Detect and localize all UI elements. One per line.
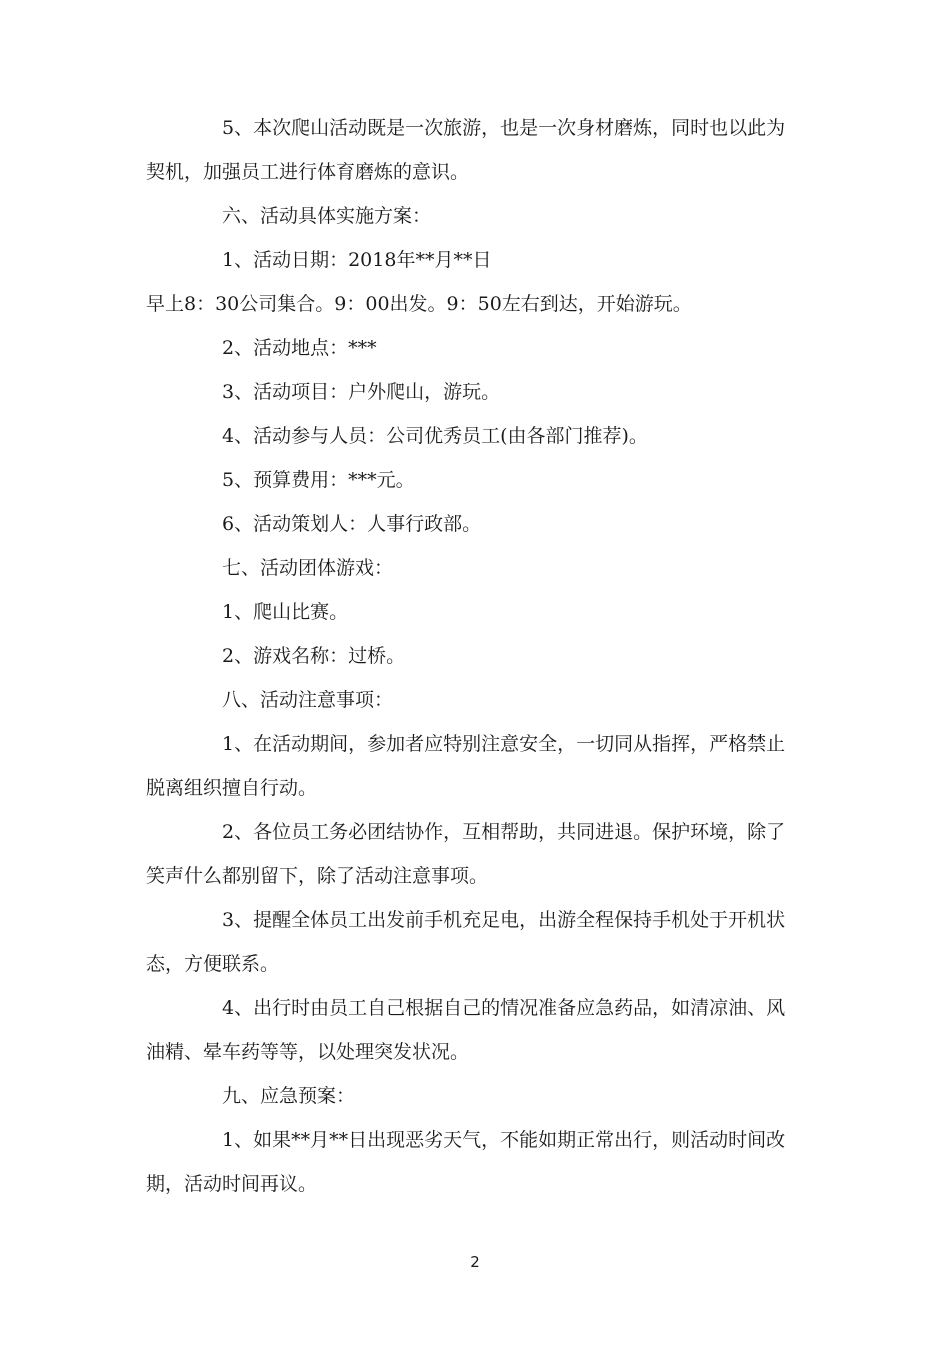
paragraph-line: 期，活动时间再议。	[146, 1173, 318, 1195]
paragraph-line: 1、如果**月**日出现恶劣天气，不能如期正常出行，则活动时间改	[222, 1129, 786, 1151]
paragraph-line: 契机，加强员工进行体育磨炼的意识。	[146, 161, 470, 183]
paragraph-line: 3、提醒全体员工出发前手机充足电，出游全程保持手机处于开机状	[222, 909, 786, 931]
paragraph-line: 6、活动策划人：人事行政部。	[222, 513, 482, 535]
section-heading: 六、活动具体实施方案：	[222, 205, 432, 227]
paragraph-line: 笑声什么都别留下，除了活动注意事项。	[146, 865, 489, 887]
paragraph-line: 态，方便联系。	[146, 953, 280, 975]
paragraph-line: 4、出行时由员工自己根据自己的情况准备应急药品，如清凉油、风	[222, 997, 786, 1019]
paragraph-line: 1、爬山比赛。	[222, 601, 349, 623]
paragraph-line: 早上8：30公司集合。9：00出发。9：50左右到达，开始游玩。	[146, 293, 692, 315]
paragraph-line: 2、活动地点：***	[222, 337, 377, 359]
page-number: 2	[470, 1253, 480, 1271]
paragraph-line: 5、本次爬山活动既是一次旅游，也是一次身材磨炼，同时也以此为	[222, 117, 786, 139]
section-heading: 七、活动团体游戏：	[222, 557, 394, 579]
paragraph-line: 2、游戏名称：过桥。	[222, 645, 406, 667]
section-heading: 九、应急预案：	[222, 1085, 356, 1107]
paragraph-line: 3、活动项目：户外爬山，游玩。	[222, 381, 501, 403]
paragraph-line: 2、各位员工务必团结协作，互相帮助，共同进退。保护环境，除了	[222, 821, 786, 843]
section-heading: 八、活动注意事项：	[222, 689, 394, 711]
paragraph-line: 5、预算费用：***元。	[222, 469, 415, 491]
paragraph-line: 油精、晕车药等等，以处理突发状况。	[146, 1041, 470, 1063]
paragraph-line: 4、活动参与人员：公司优秀员工(由各部门推荐)。	[222, 425, 648, 447]
paragraph-line: 脱离组织擅自行动。	[146, 777, 318, 799]
paragraph-line: 1、在活动期间，参加者应特别注意安全，一切同从指挥，严格禁止	[222, 733, 786, 755]
paragraph-line: 1、活动日期：2018年**月**日	[222, 249, 492, 271]
